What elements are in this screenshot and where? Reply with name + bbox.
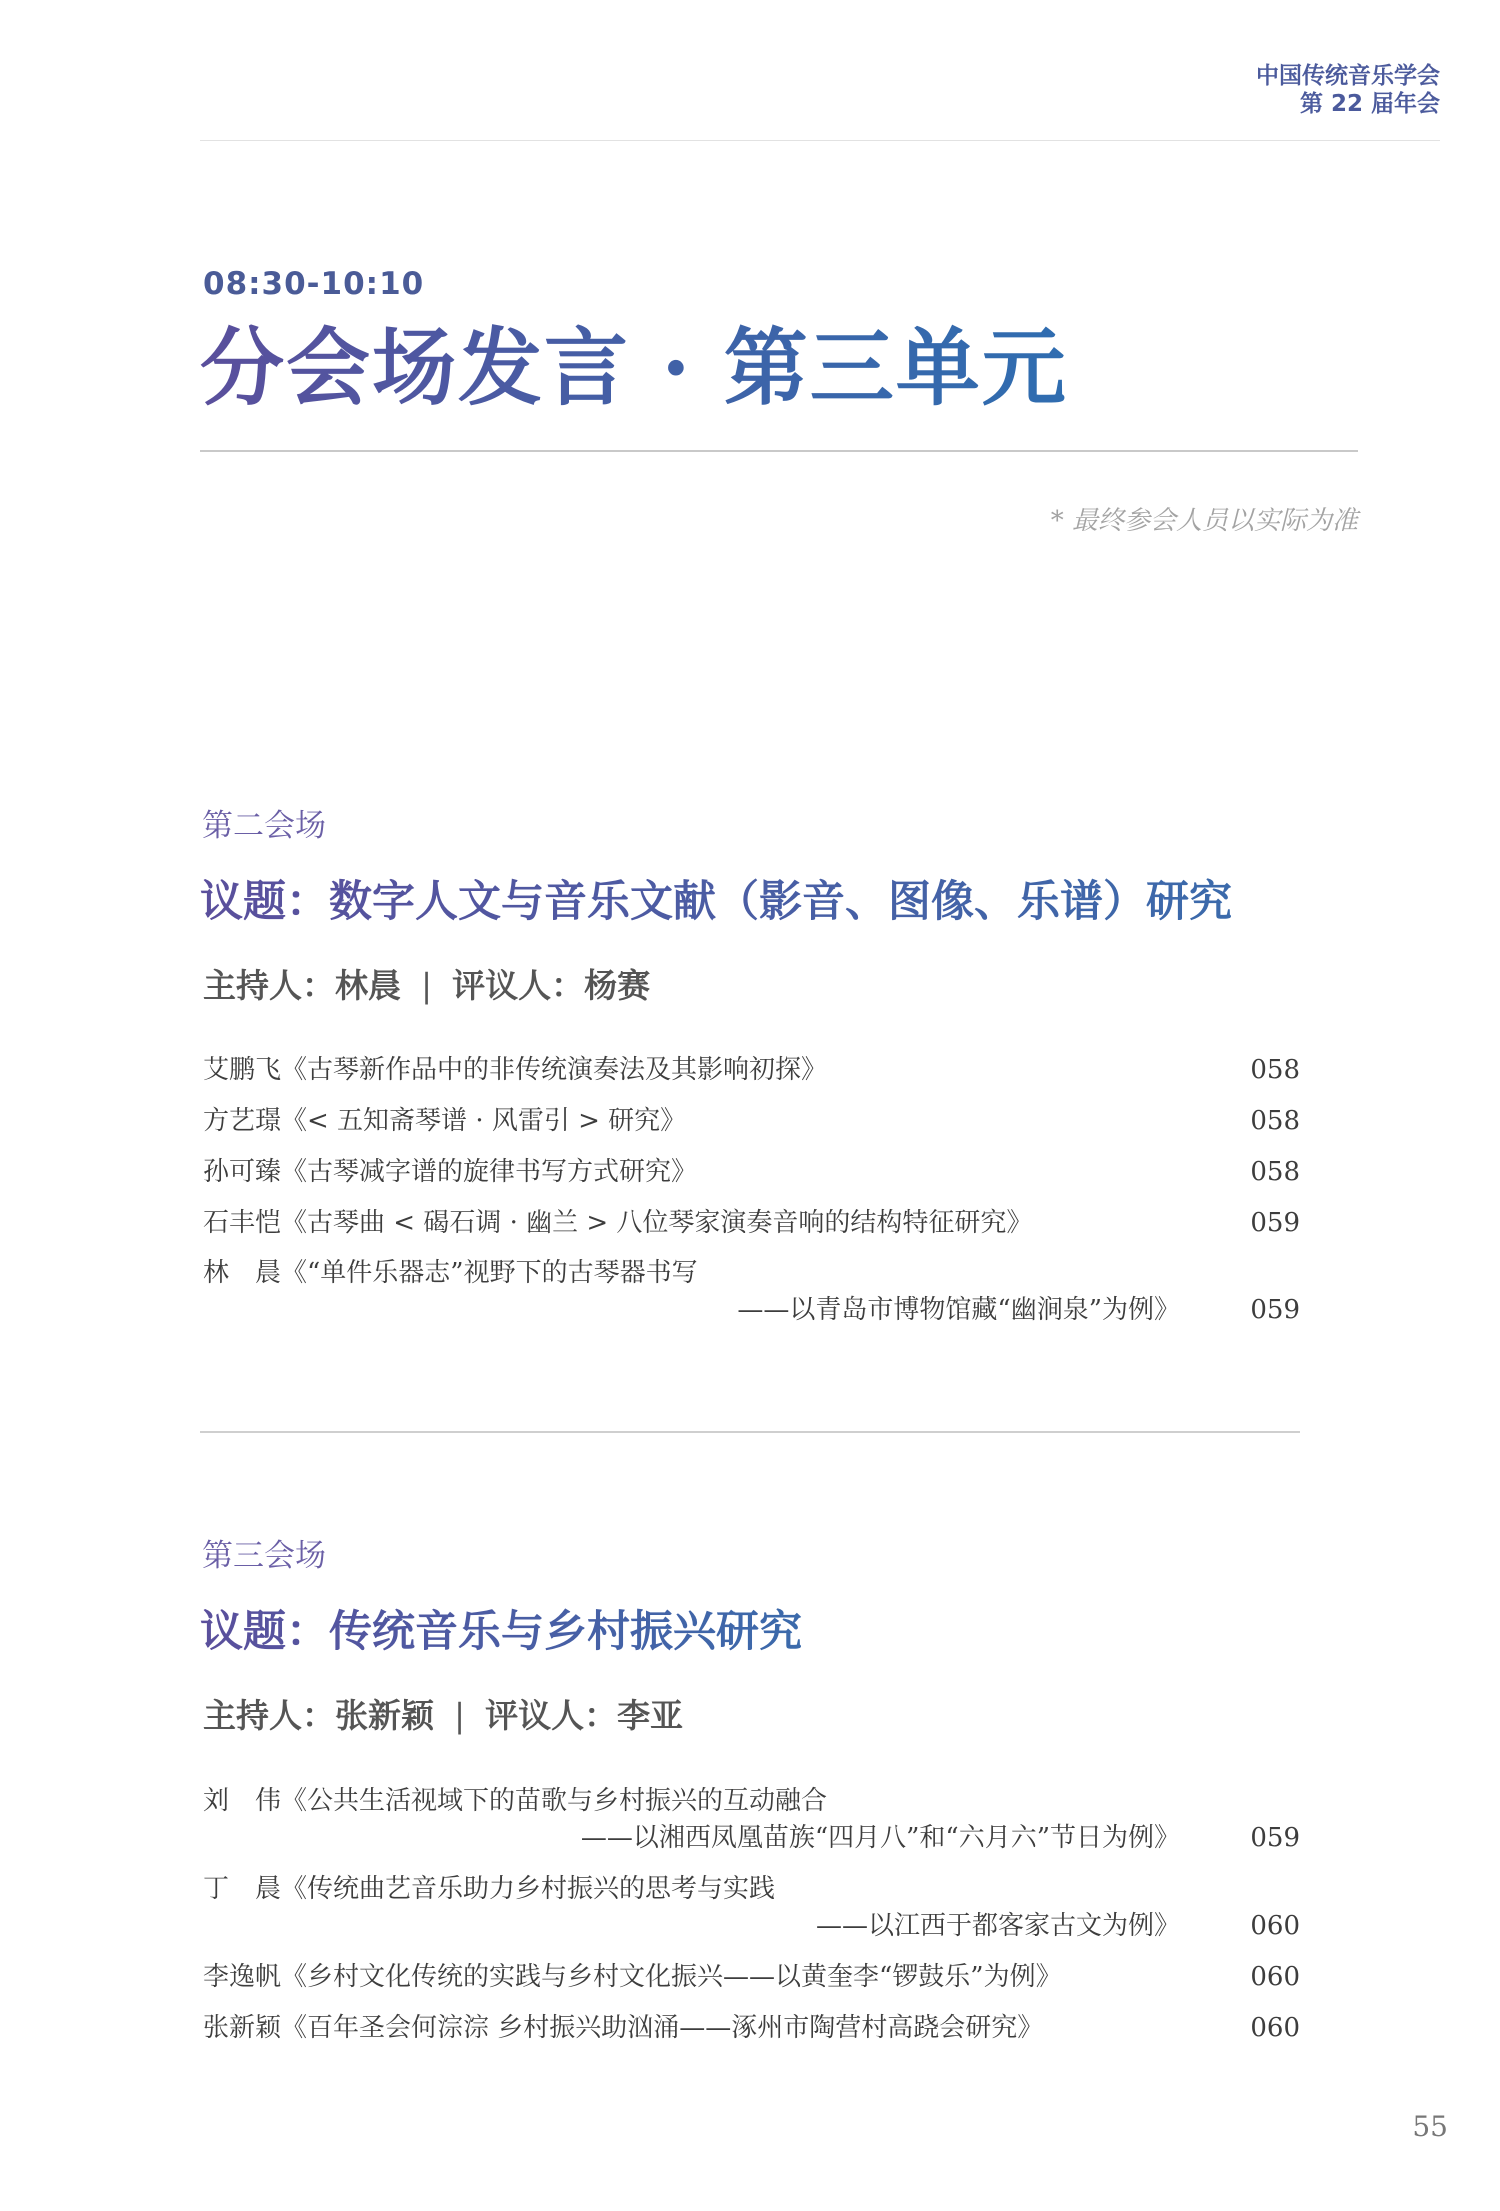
- paper-entry: 孙可臻《古琴减字谱的旋律书写方式研究》: [203, 1157, 698, 1187]
- paper-subtitle: ——以青岛市博物馆藏“幽涧泉”为例》: [737, 1295, 1180, 1325]
- list-item: [203, 1872, 1300, 1906]
- venue2-host: 主持人：林晨: [203, 966, 401, 1005]
- paper-page: 058: [1250, 1157, 1300, 1187]
- list-item: [203, 1104, 1300, 1138]
- paper-entry: 刘 伟《公共生活视域下的苗歌与乡村振兴的互动融合: [203, 1786, 828, 1816]
- venue3-host: 主持人：张新颖: [203, 1696, 434, 1735]
- paper-page: 060: [1250, 2013, 1300, 2043]
- paper-page: 058: [1250, 1055, 1300, 1085]
- venue3-label: 第三会场: [202, 1538, 326, 1574]
- venue3-people: [203, 1690, 683, 1737]
- header-edition: 第 22 届年会: [1299, 91, 1440, 117]
- paper-subtitle: ——以湘西凤凰苗族“四月八”和“六月六”节日为例》: [580, 1823, 1180, 1853]
- list-item: [203, 1155, 1300, 1189]
- paper-entry: 方艺璟《< 五知斋琴谱 · 风雷引 > 研究》: [203, 1106, 687, 1136]
- venue2-label: 第二会场: [202, 808, 326, 844]
- header-org: 中国传统音乐学会: [1256, 63, 1440, 89]
- paper-entry: 张新颖《百年圣会何淙淙 乡村振兴助汹涌——涿州市陶营村高跷会研究》: [203, 2013, 1044, 2043]
- list-item: [203, 1960, 1300, 1994]
- venue3-reviewer: 评议人：李亚: [485, 1696, 684, 1735]
- list-item: [203, 1206, 1300, 1240]
- venue2-separator: |: [421, 966, 433, 1005]
- attendance-note: * 最终参会人员以实际为准: [1050, 506, 1358, 536]
- venue3-topic: 议题：传统音乐与乡村振兴研究: [200, 1598, 802, 1659]
- list-item-continuation: [203, 1821, 1300, 1855]
- paper-entry: 林 晨《“单件乐器志”视野下的古琴器书写: [203, 1258, 698, 1288]
- paper-entry: 艾鹏飞《古琴新作品中的非传统演奏法及其影响初探》: [203, 1055, 828, 1085]
- paper-page: 058: [1250, 1106, 1300, 1136]
- paper-subtitle: ——以江西于都客家古文为例》: [815, 1911, 1180, 1941]
- session-time: 08:30-10:10: [203, 266, 425, 302]
- venue3-separator: |: [454, 1696, 466, 1735]
- header-divider: [200, 140, 1440, 141]
- list-item-continuation: [203, 1909, 1300, 1943]
- list-item: [203, 1256, 1300, 1290]
- paper-entry: 丁 晨《传统曲艺音乐助力乡村振兴的思考与实践: [203, 1874, 776, 1904]
- title-divider: [200, 450, 1358, 452]
- paper-page: 059: [1250, 1208, 1300, 1238]
- paper-page: 060: [1250, 1911, 1300, 1941]
- venue2-reviewer: 评议人：杨赛: [452, 966, 651, 1005]
- venue2-people: [203, 960, 650, 1007]
- paper-page: 060: [1250, 1962, 1300, 1992]
- page-number: 55: [1412, 2110, 1448, 2143]
- list-item: [203, 1784, 1300, 1818]
- list-item: [203, 2011, 1300, 2045]
- list-item: [203, 1053, 1300, 1087]
- paper-entry: 李逸帆《乡村文化传统的实践与乡村文化振兴——以黄奎李“锣鼓乐”为例》: [203, 1962, 1062, 1992]
- venue2-topic: 议题：数字人文与音乐文献（影音、图像、乐谱）研究: [200, 868, 1232, 929]
- header-brand: [1256, 62, 1440, 118]
- paper-entry: 石丰恺《古琴曲 < 碣石调 · 幽兰 > 八位琴家演奏音响的结构特征研究》: [203, 1208, 1033, 1238]
- venue-divider: [200, 1431, 1300, 1433]
- paper-page: 059: [1250, 1295, 1300, 1325]
- list-item-continuation: [203, 1293, 1300, 1327]
- session-title: 分会场发言 · 第三单元: [200, 318, 1068, 417]
- paper-page: 059: [1250, 1823, 1300, 1853]
